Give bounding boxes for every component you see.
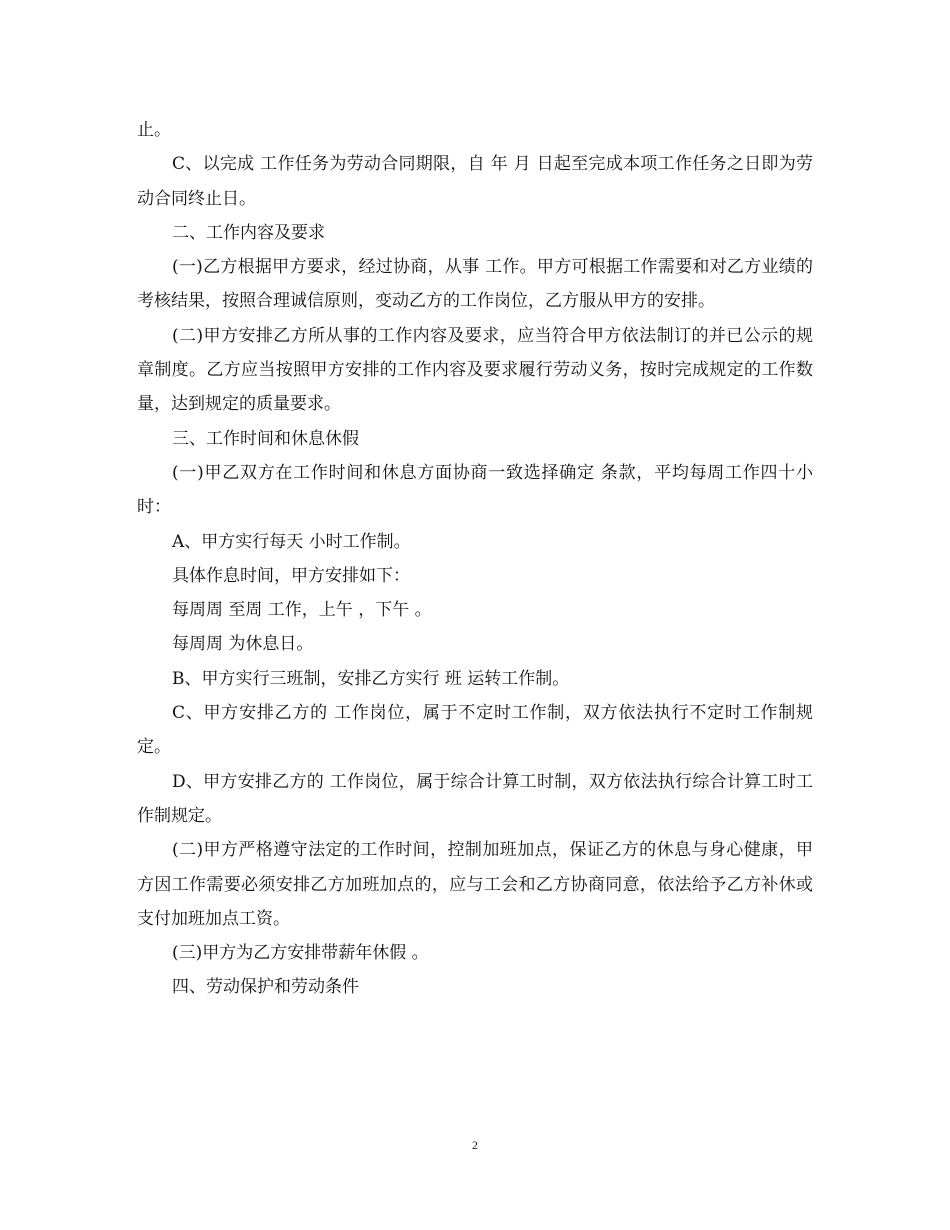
paragraph-option-a: A、甲方实行每天 小时工作制。	[172, 531, 411, 552]
paragraph-schedule-days: 每周周 至周 工作，上午 ，下午 。	[172, 600, 432, 621]
paragraph-work-content-2: (二)甲方安排乙方所从事的工作内容及要求，应当符合甲方依法制订的并已公示的规章制度。乙方应当按照甲方安排的工作内容及要求履行劳动义务，按时完成规定的工作数量，达到规定的质量要求。	[137, 325, 813, 415]
document-body	[137, 113, 813, 1005]
paragraph-term-option-c: C、以完成 工作任务为劳动合同期限，自 年 月 日起至完成本项工作任务之日即为劳动合同终止日。	[137, 154, 813, 209]
paragraph-work-hours-3: (三)甲方为乙方安排带薪年休假 。	[172, 943, 429, 964]
paragraph-option-d: D、甲方安排乙方的 工作岗位，属于综合计算工时制，双方依法执行综合计算工时工作制规定。	[137, 771, 813, 826]
page-number: 2	[472, 1138, 478, 1152]
section-heading-work-content: 二、工作内容及要求	[172, 222, 325, 243]
section-heading-labor-protection: 四、劳动保护和劳动条件	[172, 977, 359, 998]
paragraph-rest-day: 每周周 为休息日。	[172, 634, 314, 655]
paragraph-work-hours-1: (一)甲乙双方在工作时间和休息方面协商一致选择确定 条款，平均每周工作四十小时：	[137, 462, 813, 518]
paragraph-work-hours-2: (二)甲方严格遵守法定的工作时间，控制加班加点，保证乙方的休息与身心健康，甲方因工作需要必须安排乙方加班加点的，应与工会和乙方协商同意，依法给予乙方补休或支付加班加点工资。	[137, 840, 813, 929]
paragraph-option-b: B、甲方实行三班制，安排乙方实行 班 运转工作制。	[172, 668, 570, 689]
paragraph-option-c: C、甲方安排乙方的 工作岗位，属于不定时工作制，双方依法执行不定时工作制规定。	[137, 703, 813, 758]
paragraph-schedule-intro: 具体作息时间，甲方安排如下：	[172, 565, 410, 586]
paragraph-work-content-1: (一)乙方根据甲方要求，经过协商，从事 工作。甲方可根据工作需要和对乙方业绩的考核结果，按照合理诚信原则，变动乙方的工作岗位，乙方服从甲方的安排。	[137, 257, 813, 312]
paragraph-continuation: 止。	[137, 120, 171, 140]
section-heading-work-hours: 三、工作时间和休息休假	[172, 428, 359, 449]
